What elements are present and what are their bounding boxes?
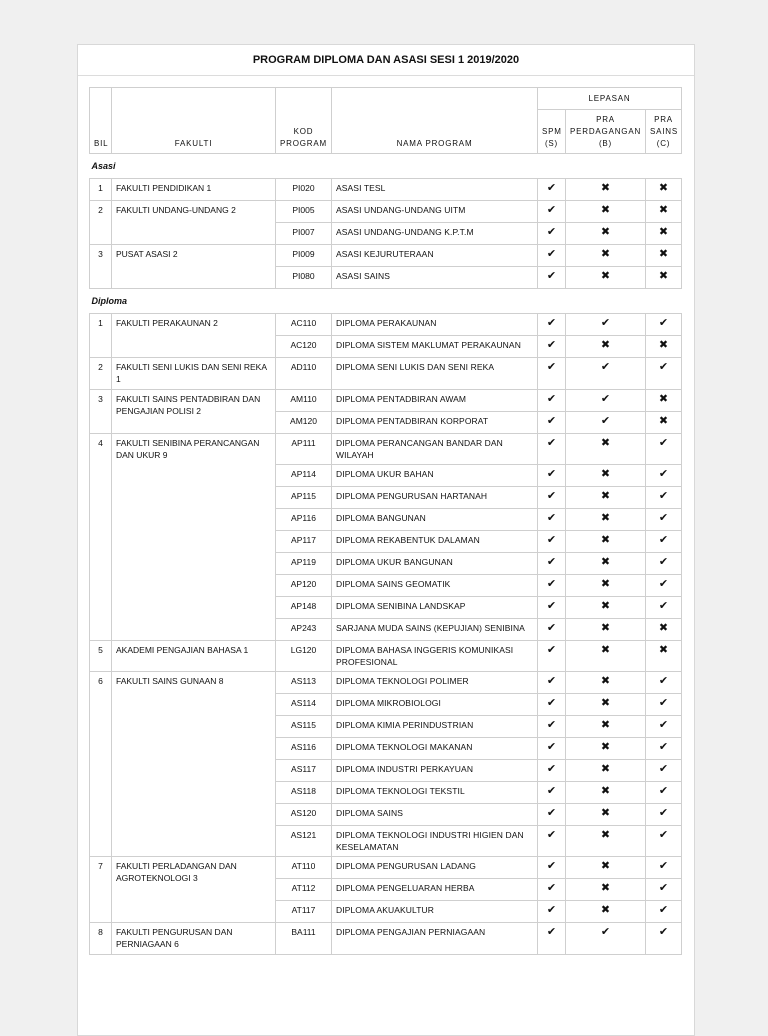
table-row: [90, 314, 682, 336]
check-icon-pra-perdagangan: ✔: [566, 412, 646, 434]
nama-cell: DIPLOMA PENGELUARAN HERBA: [332, 879, 538, 901]
check-icon-pra-sains: ✔: [646, 857, 682, 879]
nama-cell: DIPLOMA PENGURUSAN LADANG: [332, 857, 538, 879]
nama-cell: DIPLOMA REKABENTUK DALAMAN: [332, 531, 538, 553]
check-icon-spm: ✔: [538, 738, 566, 760]
bil-cell: 1: [90, 314, 112, 358]
program-table: [89, 87, 682, 955]
nama-cell: DIPLOMA SAINS GEOMATIK: [332, 575, 538, 597]
fakulti-cell: FAKULTI PERLADANGAN DAN AGROTEKNOLOGI 3: [112, 857, 276, 923]
check-icon-spm: ✔: [538, 267, 566, 289]
kod-cell: PI080: [276, 267, 332, 289]
check-icon-pra-sains: ✔: [646, 923, 682, 955]
table-row: [90, 434, 682, 465]
kod-cell: AS121: [276, 826, 332, 857]
kod-cell: AP115: [276, 487, 332, 509]
check-icon-spm: ✔: [538, 336, 566, 358]
kod-cell: AC110: [276, 314, 332, 336]
cross-icon-pra-perdagangan: ✖: [566, 694, 646, 716]
nama-cell: DIPLOMA INDUSTRI PERKAYUAN: [332, 760, 538, 782]
check-icon-spm: ✔: [538, 619, 566, 641]
cross-icon-pra-perdagangan: ✖: [566, 641, 646, 672]
cross-icon-pra-perdagangan: ✖: [566, 716, 646, 738]
nama-cell: ASASI KEJURUTERAAN: [332, 245, 538, 267]
check-icon-pra-sains: ✔: [646, 314, 682, 336]
bil-cell: 2: [90, 358, 112, 390]
table-row: [90, 358, 682, 390]
header-spm: SPM (S): [538, 110, 566, 154]
check-icon-spm: ✔: [538, 826, 566, 857]
fakulti-cell: FAKULTI PENDIDIKAN 1: [112, 179, 276, 201]
bil-cell: 2: [90, 201, 112, 245]
check-icon-pra-sains: ✔: [646, 672, 682, 694]
kod-cell: AM120: [276, 412, 332, 434]
cross-icon-pra-perdagangan: ✖: [566, 336, 646, 358]
check-icon-spm: ✔: [538, 760, 566, 782]
check-icon-pra-sains: ✔: [646, 760, 682, 782]
bil-cell: 7: [90, 857, 112, 923]
cross-icon-pra-sains: ✖: [646, 223, 682, 245]
kod-cell: PI007: [276, 223, 332, 245]
fakulti-cell: PUSAT ASASI 2: [112, 245, 276, 289]
nama-cell: DIPLOMA TEKNOLOGI INDUSTRI HIGIEN DAN KESELAMATAN: [332, 826, 538, 857]
fakulti-cell: FAKULTI SENI LUKIS DAN SENI REKA 1: [112, 358, 276, 390]
nama-cell: DIPLOMA PENTADBIRAN AWAM: [332, 390, 538, 412]
kod-cell: AS116: [276, 738, 332, 760]
check-icon-spm: ✔: [538, 857, 566, 879]
section-row: [90, 289, 682, 314]
header-nama: NAMA PROGRAM: [332, 88, 538, 154]
cross-icon-pra-perdagangan: ✖: [566, 201, 646, 223]
check-icon-pra-sains: ✔: [646, 487, 682, 509]
table-row: [90, 857, 682, 879]
header-lepasan: LEPASAN: [538, 88, 682, 110]
check-icon-spm: ✔: [538, 412, 566, 434]
nama-cell: DIPLOMA UKUR BAHAN: [332, 465, 538, 487]
check-icon-pra-sains: ✔: [646, 553, 682, 575]
nama-cell: SARJANA MUDA SAINS (KEPUJIAN) SENIBINA: [332, 619, 538, 641]
check-icon-spm: ✔: [538, 641, 566, 672]
kod-cell: AD110: [276, 358, 332, 390]
table-row: [90, 201, 682, 223]
check-icon-spm: ✔: [538, 314, 566, 336]
nama-cell: DIPLOMA PENGAJIAN PERNIAGAAN: [332, 923, 538, 955]
kod-cell: PI009: [276, 245, 332, 267]
check-icon-spm: ✔: [538, 901, 566, 923]
header-fakulti: FAKULTI: [112, 88, 276, 154]
check-icon-pra-sains: ✔: [646, 694, 682, 716]
cross-icon-pra-sains: ✖: [646, 245, 682, 267]
check-icon-pra-sains: ✔: [646, 597, 682, 619]
cross-icon-pra-perdagangan: ✖: [566, 672, 646, 694]
nama-cell: DIPLOMA TEKNOLOGI MAKANAN: [332, 738, 538, 760]
fakulti-cell: FAKULTI SENIBINA PERANCANGAN DAN UKUR 9: [112, 434, 276, 641]
check-icon-spm: ✔: [538, 487, 566, 509]
nama-cell: DIPLOMA PERANCANGAN BANDAR DAN WILAYAH: [332, 434, 538, 465]
check-icon-spm: ✔: [538, 245, 566, 267]
nama-cell: DIPLOMA BAHASA INGGERIS KOMUNIKASI PROFESIONAL: [332, 641, 538, 672]
check-icon-pra-sains: ✔: [646, 575, 682, 597]
kod-cell: PI020: [276, 179, 332, 201]
check-icon-spm: ✔: [538, 782, 566, 804]
kod-cell: AP243: [276, 619, 332, 641]
nama-cell: DIPLOMA PENTADBIRAN KORPORAT: [332, 412, 538, 434]
check-icon-pra-perdagangan: ✔: [566, 314, 646, 336]
kod-cell: AC120: [276, 336, 332, 358]
check-icon-pra-sains: ✔: [646, 509, 682, 531]
check-icon-pra-sains: ✔: [646, 804, 682, 826]
check-icon-spm: ✔: [538, 923, 566, 955]
check-icon-spm: ✔: [538, 575, 566, 597]
cross-icon-pra-perdagangan: ✖: [566, 597, 646, 619]
cross-icon-pra-perdagangan: ✖: [566, 487, 646, 509]
cross-icon-pra-sains: ✖: [646, 412, 682, 434]
check-icon-spm: ✔: [538, 597, 566, 619]
check-icon-spm: ✔: [538, 390, 566, 412]
document-page: [77, 44, 695, 1036]
check-icon-spm: ✔: [538, 672, 566, 694]
cross-icon-pra-perdagangan: ✖: [566, 553, 646, 575]
cross-icon-pra-sains: ✖: [646, 619, 682, 641]
check-icon-pra-perdagangan: ✔: [566, 358, 646, 390]
kod-cell: AT117: [276, 901, 332, 923]
cross-icon-pra-perdagangan: ✖: [566, 826, 646, 857]
cross-icon-pra-perdagangan: ✖: [566, 465, 646, 487]
kod-cell: AS114: [276, 694, 332, 716]
cross-icon-pra-sains: ✖: [646, 267, 682, 289]
kod-cell: AP114: [276, 465, 332, 487]
check-icon-spm: ✔: [538, 531, 566, 553]
check-icon-pra-sains: ✔: [646, 531, 682, 553]
kod-cell: AP117: [276, 531, 332, 553]
kod-cell: LG120: [276, 641, 332, 672]
cross-icon-pra-perdagangan: ✖: [566, 223, 646, 245]
fakulti-cell: FAKULTI PERAKAUNAN 2: [112, 314, 276, 358]
check-icon-spm: ✔: [538, 879, 566, 901]
check-icon-spm: ✔: [538, 465, 566, 487]
cross-icon-pra-perdagangan: ✖: [566, 509, 646, 531]
nama-cell: DIPLOMA SENI LUKIS DAN SENI REKA: [332, 358, 538, 390]
nama-cell: DIPLOMA SAINS: [332, 804, 538, 826]
check-icon-spm: ✔: [538, 358, 566, 390]
nama-cell: DIPLOMA PENGURUSAN HARTANAH: [332, 487, 538, 509]
cross-icon-pra-perdagangan: ✖: [566, 619, 646, 641]
header-kod: KOD PROGRAM: [276, 88, 332, 154]
cross-icon-pra-perdagangan: ✖: [566, 879, 646, 901]
kod-cell: AS120: [276, 804, 332, 826]
section-label: Asasi: [90, 154, 682, 179]
cross-icon-pra-sains: ✖: [646, 390, 682, 412]
kod-cell: AS118: [276, 782, 332, 804]
kod-cell: PI005: [276, 201, 332, 223]
cross-icon-pra-perdagangan: ✖: [566, 738, 646, 760]
check-icon-spm: ✔: [538, 434, 566, 465]
nama-cell: ASASI UNDANG-UNDANG UITM: [332, 201, 538, 223]
fakulti-cell: FAKULTI UNDANG-UNDANG 2: [112, 201, 276, 245]
check-icon-pra-sains: ✔: [646, 358, 682, 390]
nama-cell: DIPLOMA TEKNOLOGI POLIMER: [332, 672, 538, 694]
cross-icon-pra-perdagangan: ✖: [566, 857, 646, 879]
fakulti-cell: FAKULTI SAINS PENTADBIRAN DAN PENGAJIAN POLISI 2: [112, 390, 276, 434]
check-icon-pra-sains: ✔: [646, 434, 682, 465]
cross-icon-pra-perdagangan: ✖: [566, 901, 646, 923]
table-row: [90, 672, 682, 694]
cross-icon-pra-sains: ✖: [646, 201, 682, 223]
check-icon-pra-perdagangan: ✔: [566, 923, 646, 955]
kod-cell: AP148: [276, 597, 332, 619]
check-icon-spm: ✔: [538, 201, 566, 223]
fakulti-cell: FAKULTI PENGURUSAN DAN PERNIAGAAN 6: [112, 923, 276, 955]
nama-cell: DIPLOMA BANGUNAN: [332, 509, 538, 531]
cross-icon-pra-perdagangan: ✖: [566, 782, 646, 804]
cross-icon-pra-perdagangan: ✖: [566, 760, 646, 782]
nama-cell: DIPLOMA SISTEM MAKLUMAT PERAKAUNAN: [332, 336, 538, 358]
kod-cell: AP120: [276, 575, 332, 597]
bil-cell: 3: [90, 245, 112, 289]
table-row: [90, 641, 682, 672]
check-icon-spm: ✔: [538, 179, 566, 201]
header-bil: BIL: [90, 88, 112, 154]
bil-cell: 1: [90, 179, 112, 201]
kod-cell: AS115: [276, 716, 332, 738]
cross-icon-pra-perdagangan: ✖: [566, 434, 646, 465]
table-row: [90, 245, 682, 267]
check-icon-pra-sains: ✔: [646, 879, 682, 901]
table-row: [90, 390, 682, 412]
check-icon-spm: ✔: [538, 553, 566, 575]
nama-cell: DIPLOMA AKUAKULTUR: [332, 901, 538, 923]
check-icon-pra-sains: ✔: [646, 738, 682, 760]
bil-cell: 3: [90, 390, 112, 434]
table-row: [90, 179, 682, 201]
cross-icon-pra-perdagangan: ✖: [566, 531, 646, 553]
kod-cell: AS113: [276, 672, 332, 694]
cross-icon-pra-sains: ✖: [646, 179, 682, 201]
kod-cell: AM110: [276, 390, 332, 412]
check-icon-pra-sains: ✔: [646, 716, 682, 738]
check-icon-pra-sains: ✔: [646, 901, 682, 923]
bil-cell: 8: [90, 923, 112, 955]
fakulti-cell: AKADEMI PENGAJIAN BAHASA 1: [112, 641, 276, 672]
nama-cell: ASASI TESL: [332, 179, 538, 201]
program-table-body: [90, 154, 682, 955]
kod-cell: AT110: [276, 857, 332, 879]
nama-cell: DIPLOMA UKUR BANGUNAN: [332, 553, 538, 575]
check-icon-pra-sains: ✔: [646, 465, 682, 487]
check-icon-pra-perdagangan: ✔: [566, 390, 646, 412]
check-icon-spm: ✔: [538, 716, 566, 738]
kod-cell: AS117: [276, 760, 332, 782]
nama-cell: DIPLOMA PERAKAUNAN: [332, 314, 538, 336]
cross-icon-pra-perdagangan: ✖: [566, 575, 646, 597]
kod-cell: BA111: [276, 923, 332, 955]
cross-icon-pra-perdagangan: ✖: [566, 267, 646, 289]
check-icon-spm: ✔: [538, 804, 566, 826]
bil-cell: 4: [90, 434, 112, 641]
cross-icon-pra-perdagangan: ✖: [566, 245, 646, 267]
kod-cell: AP111: [276, 434, 332, 465]
kod-cell: AP119: [276, 553, 332, 575]
header-pra-sains: PRA SAINS (C): [646, 110, 682, 154]
nama-cell: DIPLOMA KIMIA PERINDUSTRIAN: [332, 716, 538, 738]
cross-icon-pra-sains: ✖: [646, 641, 682, 672]
bil-cell: 5: [90, 641, 112, 672]
cross-icon-pra-sains: ✖: [646, 336, 682, 358]
fakulti-cell: FAKULTI SAINS GUNAAN 8: [112, 672, 276, 857]
nama-cell: DIPLOMA MIKROBIOLOGI: [332, 694, 538, 716]
nama-cell: ASASI UNDANG-UNDANG K.P.T.M: [332, 223, 538, 245]
check-icon-pra-sains: ✔: [646, 826, 682, 857]
kod-cell: AP116: [276, 509, 332, 531]
check-icon-spm: ✔: [538, 694, 566, 716]
check-icon-pra-sains: ✔: [646, 782, 682, 804]
nama-cell: ASASI SAINS: [332, 267, 538, 289]
bil-cell: 6: [90, 672, 112, 857]
document-title: PROGRAM DIPLOMA DAN ASASI SESI 1 2019/2020: [78, 45, 694, 76]
cross-icon-pra-perdagangan: ✖: [566, 804, 646, 826]
section-row: [90, 154, 682, 179]
section-label: Diploma: [90, 289, 682, 314]
check-icon-spm: ✔: [538, 223, 566, 245]
nama-cell: DIPLOMA SENIBINA LANDSKAP: [332, 597, 538, 619]
cross-icon-pra-perdagangan: ✖: [566, 179, 646, 201]
header-pra-perdagangan: PRA PERDAGANGAN (B): [566, 110, 646, 154]
table-row: [90, 923, 682, 955]
check-icon-spm: ✔: [538, 509, 566, 531]
kod-cell: AT112: [276, 879, 332, 901]
nama-cell: DIPLOMA TEKNOLOGI TEKSTIL: [332, 782, 538, 804]
